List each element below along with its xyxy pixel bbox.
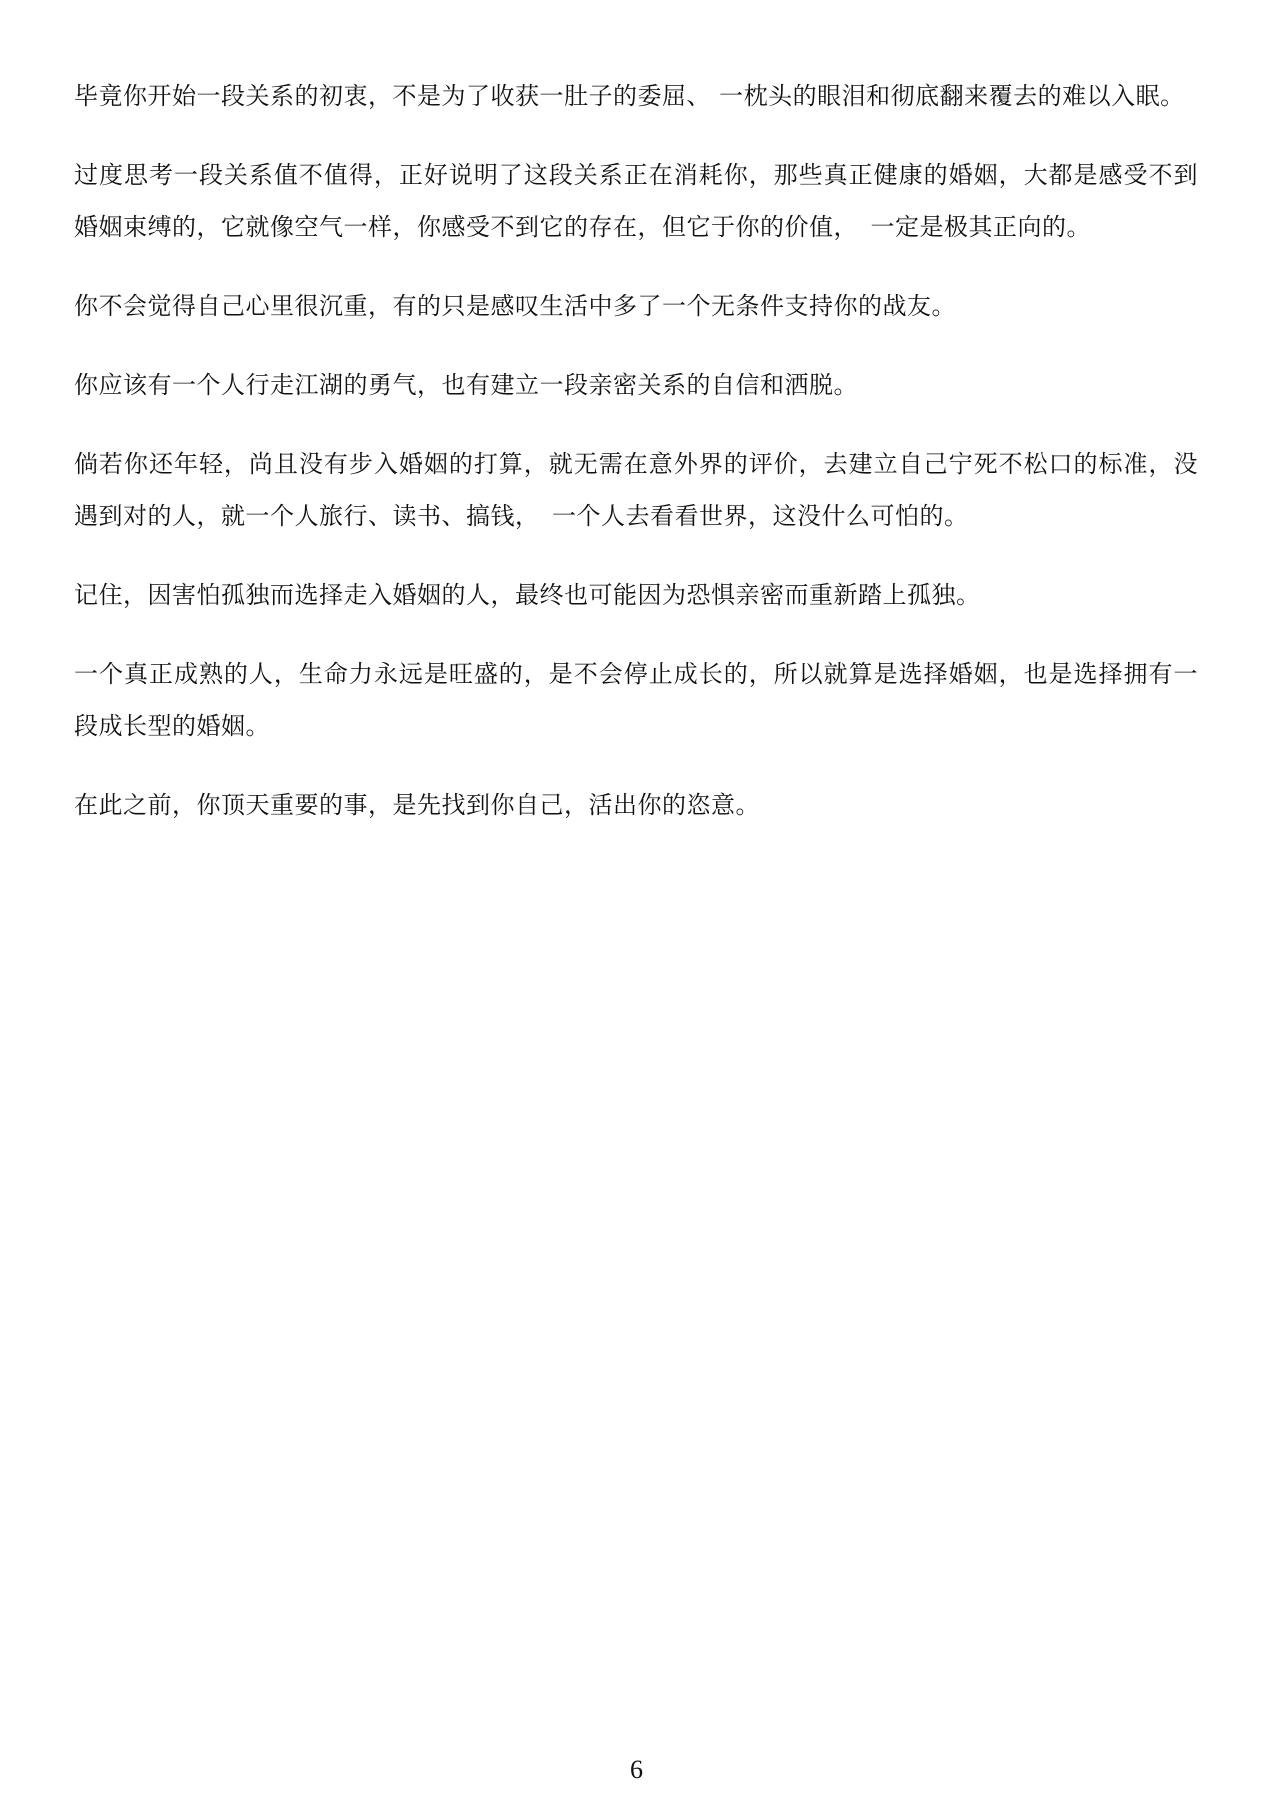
paragraph-7: 一个真正成熟的人，生命力永远是旺盛的，是不会停止成长的，所以就算是选择婚姻，也是选择拥有一段成长型的婚姻。: [74, 660, 1198, 740]
paragraph-3: 你不会觉得自己心里很沉重，有的只是感叹生活中多了一个无条件支持你的战友。: [74, 292, 956, 320]
page-number: 6: [630, 1755, 643, 1784]
paragraph-8: 在此之前，你顶天重要的事，是先找到你自己，活出你的恣意。: [74, 791, 760, 819]
paragraph-2: 过度思考一段关系值不值得，正好说明了这段关系正在消耗你，那些真正健康的婚姻，大都是感受不到婚姻束缚的，它就像空气一样，你感受不到它的存在，但它于你的价值， 一定是极其正向的。: [74, 161, 1198, 241]
body-text: [74, 70, 1198, 858]
paragraph-1: 毕竟你开始一段关系的初衷，不是为了收获一肚子的委屈、 一枕头的眼泪和彻底翻来覆去的难以入眠。: [74, 82, 1185, 110]
paragraph-5: 倘若你还年轻，尚且没有步入婚姻的打算，就无需在意外界的评价，去建立自己宁死不松口的标准，没遇到对的人，就一个人旅行、读书、搞钱， 一个人去看看世界，这没什么可怕的。: [74, 450, 1198, 530]
paragraph-4: 你应该有一个人行走江湖的勇气，也有建立一段亲密关系的自信和洒脱。: [74, 371, 858, 399]
paragraph-6: 记住，因害怕孤独而选择走入婚姻的人，最终也可能因为恐惧亲密而重新踏上孤独。: [74, 581, 981, 609]
